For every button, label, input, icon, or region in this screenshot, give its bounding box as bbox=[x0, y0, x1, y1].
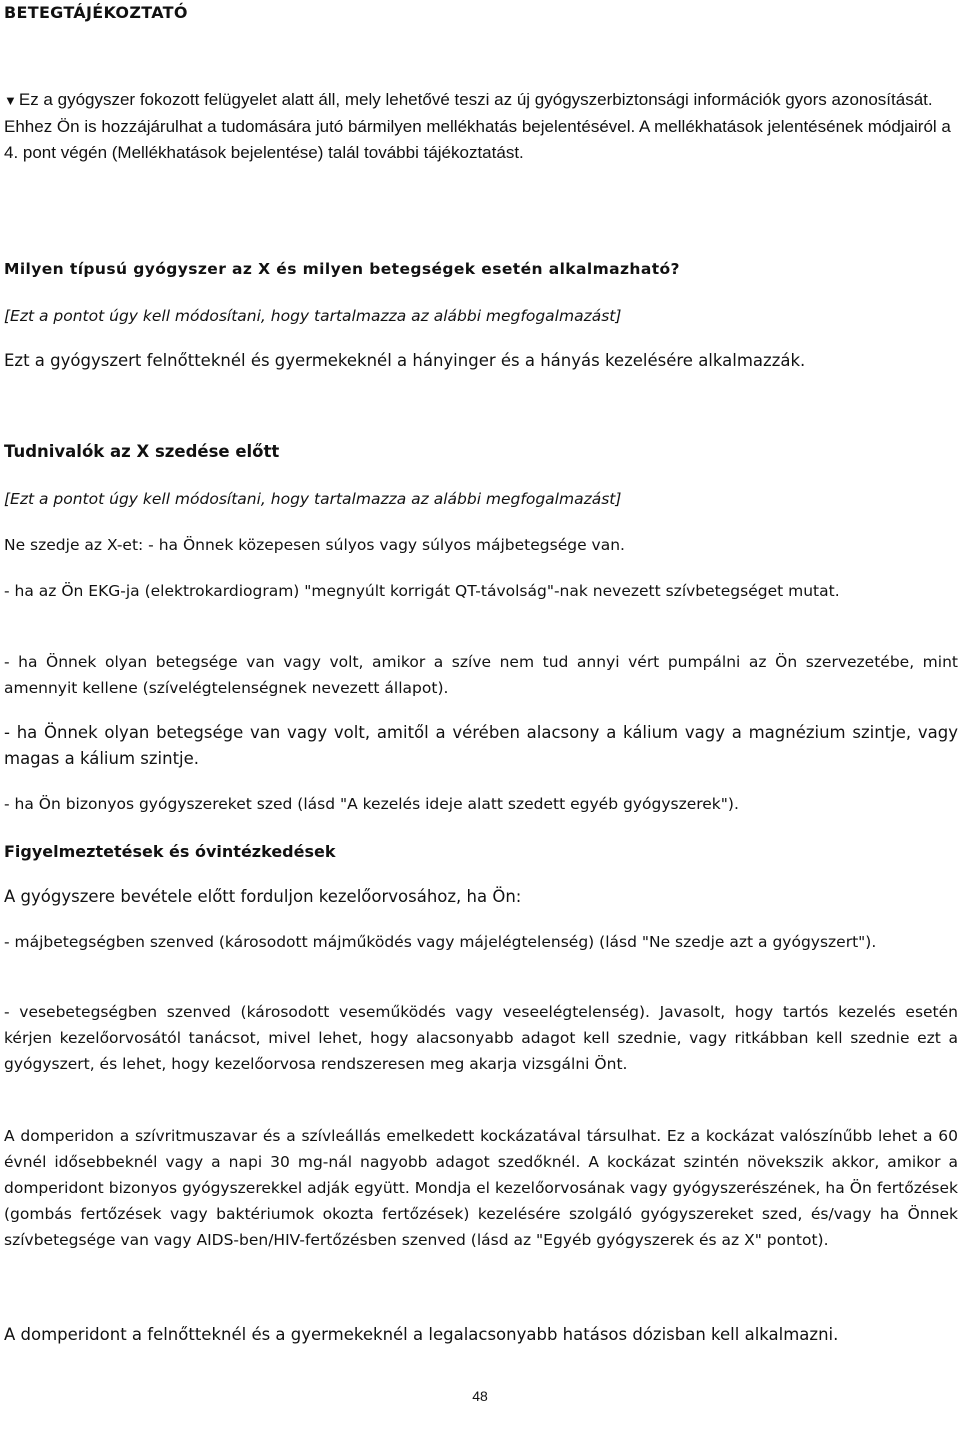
intro-text: Ez a gyógyszer fokozott felügyelet alatt áll, mely lehetővé teszi az új gyógyszerbiztonsági információk gyors azonosítását. Ehhez Ön is hozzájárulhat a tudomására jutó bármilyen mellékhatás bejelentésével. A mellékhatások jelentésének módjairól a 4. pont végén (Mellékhatások bejelentése) talál további tájékoztatást. bbox=[4, 90, 951, 162]
section2-item: Ne szedje az X-et: - ha Önnek közepesen súlyos vagy súlyos májbetegsége van. bbox=[4, 536, 625, 554]
section1-note: [Ezt a pontot úgy kell módosítani, hogy tartalmazza az alábbi megfogalmazást] bbox=[4, 307, 622, 325]
section2-item: - ha Önnek olyan betegsége van vagy volt, amitől a vérében alacsony a kálium vagy a magnézium szintje, vagy magas a kálium szintje. bbox=[4, 723, 958, 768]
section2-item: - ha az Ön EKG-ja (elektrokardiogram) "megnyúlt korrigát QT-távolság"-nak nevezett szívbetegséget mutat. bbox=[4, 582, 840, 600]
section3-lead: A gyógyszere bevétele előtt forduljon kezelőorvosához, ha Ön: bbox=[4, 887, 522, 906]
section2-item: - ha Önnek olyan betegsége van vagy volt, amikor a szíve nem tud annyi vért pumpálni az Ön szervezetébe, mint amennyit kellene (szívelégtelenségnek nevezett állapot). bbox=[4, 653, 958, 697]
section1-text: Ezt a gyógyszert felnőtteknél és gyermekeknél a hányinger és a hányás kezelésére alkalmazzák. bbox=[4, 351, 806, 370]
section2-heading: Tudnivalók az X szedése előtt bbox=[4, 442, 280, 461]
section3-item: A domperidont a felnőtteknél és a gyermekeknél a legalacsonyabb hatásos dózisban kell alkalmazni. bbox=[4, 1325, 839, 1344]
section1-heading: Milyen típusú gyógyszer az X és milyen betegségek esetén alkalmazható? bbox=[4, 260, 680, 278]
section3-item: - vesebetegségben szenved (károsodott veseműködés vagy veseelégtelenség). Javasolt, hogy tartós kezelés esetén kérjen kezelőorvosától tanácsot, mivel lehet, hogy alacsonyabb adagot kell szednie, vagy ritkábban kell szednie ezt a gyógyszert, és lehet, hogy kezelőorvosa rendszeresen meg akarja vizsgálni Önt. bbox=[4, 1003, 958, 1073]
intro-paragraph bbox=[4, 87, 958, 166]
black-triangle-icon: ▼ bbox=[4, 93, 17, 108]
section2-note: [Ezt a pontot úgy kell módosítani, hogy tartalmazza az alábbi megfogalmazást] bbox=[4, 490, 622, 508]
section3-heading: Figyelmeztetések és óvintézkedések bbox=[4, 842, 336, 861]
section3-item: A domperidon a szívritmuszavar és a szívleállás emelkedett kockázatával társulhat. Ez a kockázat valószínűbb lehet a 60 évnél idősebbeknél vagy a napi 30 mg-nál nagyobb adagot szedőknél. A kockázat szintén növekszik akkor, amikor a domperidont bizonyos gyógyszerekkel adják együtt. Mondja el kezelőorvosának vagy gyógyszerészének, ha Ön fertőzések (gombás fertőzések vagy baktériumok okozta fertőzések) kezelésére szolgáló gyógyszereket szed, és/vagy ha Önnek szívbetegsége van vagy AIDS-ben/HIV-fertőzésben szenved (lásd az "Egyéb gyógyszerek és az X" pontot). bbox=[4, 1127, 958, 1249]
document-title: BETEGTÁJÉKOZTATÓ bbox=[4, 3, 188, 22]
section2-item: - ha Ön bizonyos gyógyszereket szed (lásd "A kezelés ideje alatt szedett egyéb gyógyszerek"). bbox=[4, 795, 739, 813]
page-number: 48 bbox=[472, 1388, 488, 1404]
section3-item: - májbetegségben szenved (károsodott májműködés vagy májelégtelenség) (lásd "Ne szedje azt a gyógyszert"). bbox=[4, 933, 877, 951]
